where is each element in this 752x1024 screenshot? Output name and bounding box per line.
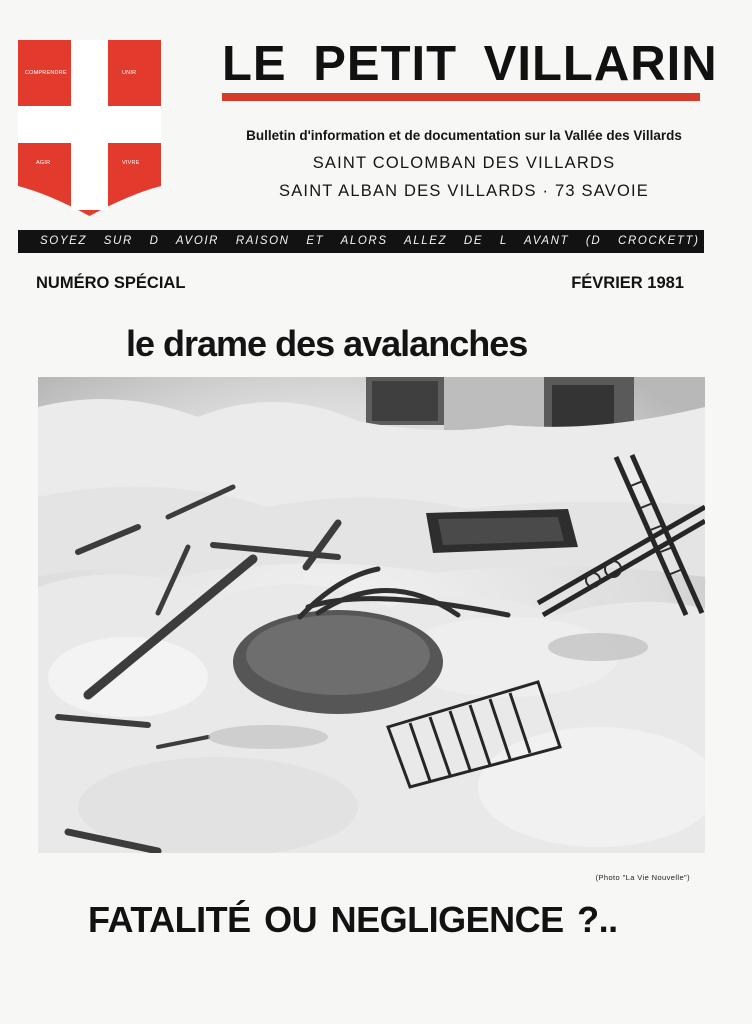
crest-word-unir: UNIR [122, 70, 137, 76]
bottom-headline: FATALITÉ OU NEGLIGENCE ?.. [88, 899, 618, 940]
issue-date: FÉVRIER 1981 [571, 274, 684, 292]
savoie-crest-logo [18, 40, 161, 216]
crest-word-comprendre: COMPRENDRE [25, 70, 67, 76]
avalanche-debris-photo [38, 377, 705, 853]
crest-word-agir: AGIR [36, 160, 51, 166]
cover-headline: le drame des avalanches [126, 323, 528, 364]
motto-banner: SOYEZ SUR D AVOIR RAISON ET ALORS ALLEZ DE L AVANT (D CROCKETT) [18, 230, 704, 253]
address-line-2: SAINT ALBAN DES VILLARDS · 73 SAVOIE [279, 182, 649, 200]
masthead-subtitle: Bulletin d'information et de documentation sur la Vallée des Villards [246, 128, 682, 143]
issue-label: NUMÉRO SPÉCIAL [36, 274, 186, 292]
title-underline [222, 93, 700, 101]
photo-credit: (Photo "La Vie Nouvelle") [595, 873, 690, 882]
address-line-1: SAINT COLOMBAN DES VILLARDS [312, 154, 616, 172]
crest-word-vivre: VIVRE [122, 160, 140, 166]
masthead-title: LE PETIT VILLARIN [222, 37, 718, 91]
